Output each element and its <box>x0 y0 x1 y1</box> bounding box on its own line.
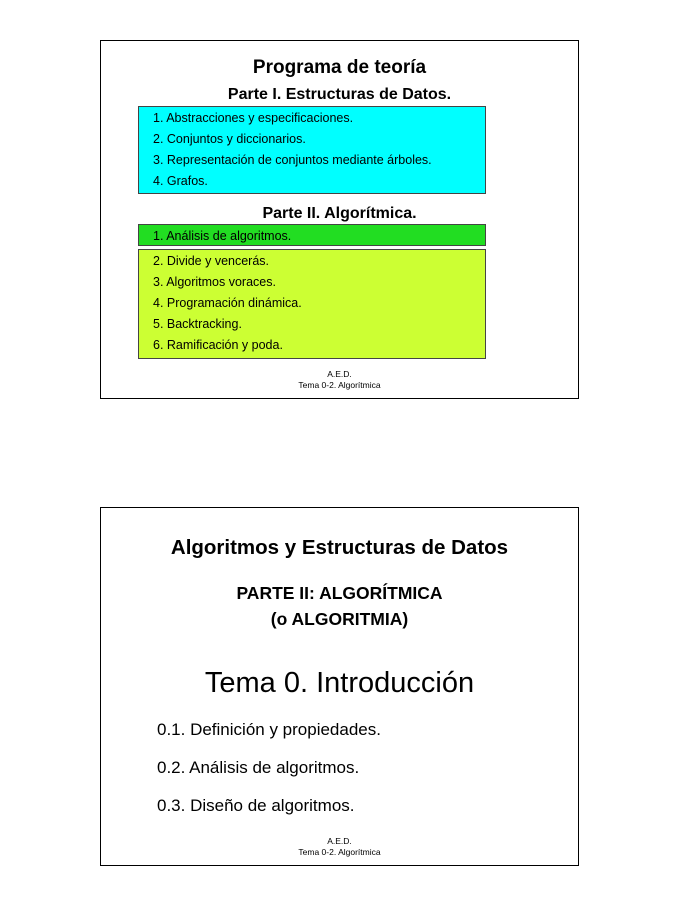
slide-title: Algoritmos y Estructuras de Datos <box>170 536 509 559</box>
part2-heading: Parte II. Algorítmica. <box>262 205 417 222</box>
part2-topics-box <box>138 249 486 359</box>
slide-tema-introduccion <box>100 507 579 866</box>
list-item: 2. Divide y vencerás. <box>153 254 270 268</box>
footer-course: A.E.D. <box>327 836 352 846</box>
slide-footer <box>101 836 578 858</box>
topic-heading: Tema 0. Introducción <box>204 667 475 699</box>
list-item: 1. Abstracciones y especificaciones. <box>153 111 354 125</box>
part1-topics-box <box>138 106 486 194</box>
subtitle-line2: (o ALGORITMIA) <box>270 609 409 629</box>
subtitle-line1: PARTE II: ALGORÍTMICA <box>236 583 443 603</box>
footer-course: A.E.D. <box>327 369 352 379</box>
list-item: 3. Representación de conjuntos mediante árboles. <box>153 153 432 167</box>
list-item: 2. Conjuntos y diccionarios. <box>153 132 306 146</box>
list-item: 0.1. Definición y propiedades. <box>157 720 381 739</box>
part1-heading: Parte I. Estructuras de Datos. <box>227 86 452 103</box>
list-item: 0.3. Diseño de algoritmos. <box>157 796 355 815</box>
slide-footer <box>101 369 578 391</box>
highlighted-topic-box <box>138 224 486 246</box>
list-item: 0.2. Análisis de algoritmos. <box>157 758 360 777</box>
list-item: 5. Backtracking. <box>153 317 242 331</box>
list-item: 4. Grafos. <box>153 174 208 188</box>
list-item: 4. Programación dinámica. <box>153 296 302 310</box>
list-item-highlighted: 1. Análisis de algoritmos. <box>153 229 292 243</box>
list-item: 6. Ramificación y poda. <box>153 338 283 352</box>
footer-topic: Tema 0-2. Algorítmica <box>298 380 381 390</box>
footer-topic: Tema 0-2. Algorítmica <box>298 847 381 857</box>
slide-title: Programa de teoría <box>252 57 427 78</box>
slide-programa-teoria <box>100 40 579 399</box>
list-item: 3. Algoritmos voraces. <box>153 275 276 289</box>
